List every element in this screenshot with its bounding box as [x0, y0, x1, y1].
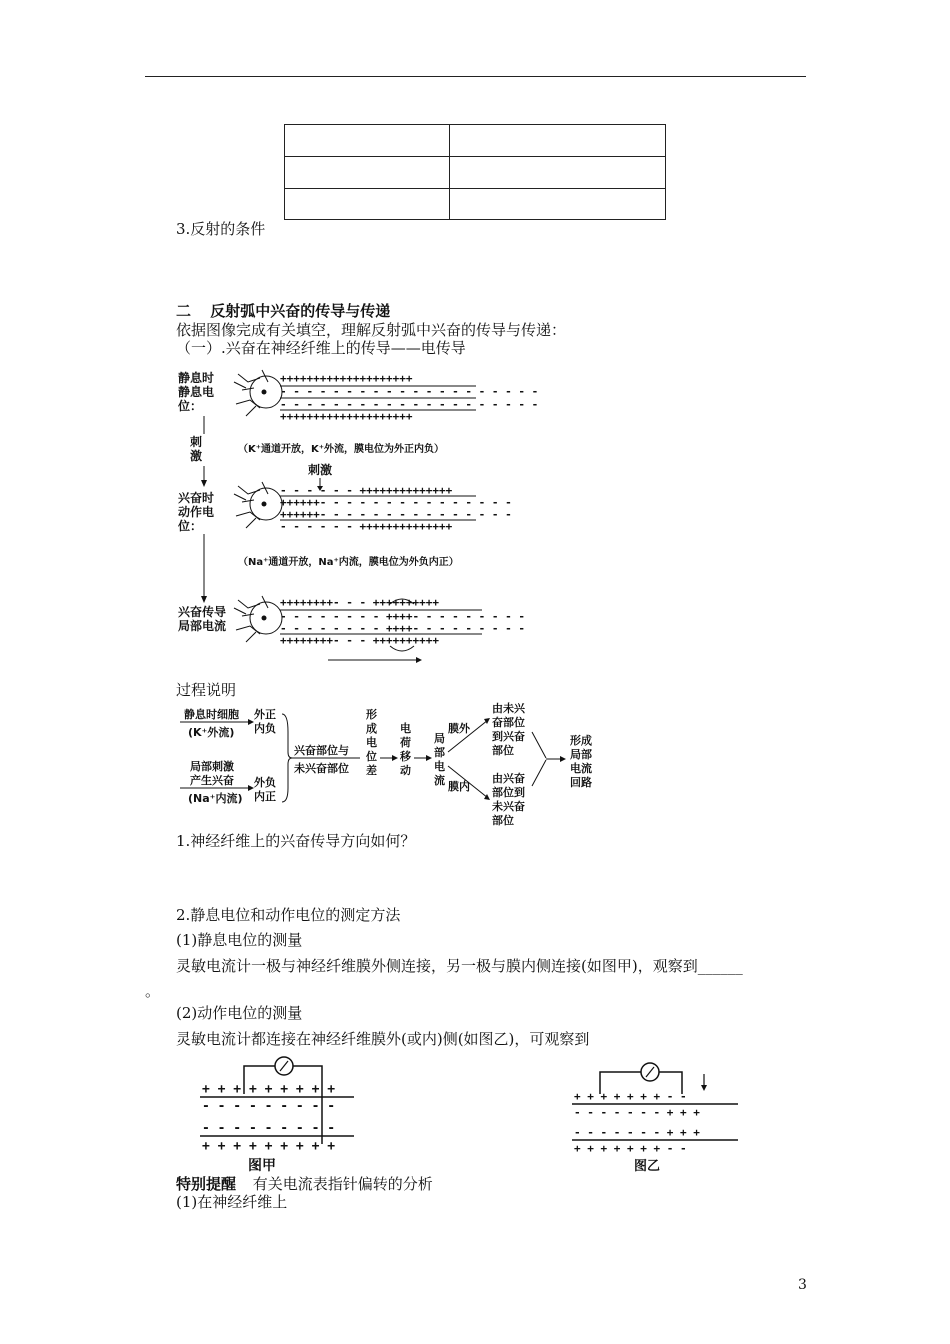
process-heading: 过程说明: [176, 681, 237, 699]
na-influx-label: (Na⁺内流): [188, 792, 243, 805]
charge-row: + + + + + + + - -: [574, 1142, 687, 1155]
figure-b: [566, 1054, 750, 1174]
charge-row: ++++++- - - - - - - - - - - - - - -: [280, 508, 512, 521]
reflex-condition-heading: 3.反射的条件: [176, 220, 266, 238]
section-title: [176, 302, 390, 320]
arrowhead-icon: [701, 1085, 707, 1091]
outside-positive-2: 内负: [254, 722, 276, 735]
neuron-excited: [234, 482, 512, 533]
local-current-3: 电: [434, 760, 445, 773]
table-cell: [285, 157, 450, 189]
charge-row: - - - - - - - - - - - - - - - - - - - -: [280, 398, 539, 411]
stimulus-arrow-label: 刺激: [308, 463, 333, 477]
table-row: [285, 157, 666, 189]
special-reminder: [176, 1175, 433, 1193]
table-row: [285, 125, 666, 157]
charge-row: - - - - - - - - - - - - - - - - - - - -: [280, 385, 539, 398]
charge-row: - - - - - - - - ++++- - - - - - - - -: [280, 622, 526, 635]
process-flow-diagram: [176, 702, 616, 826]
lower-path-4: 部位: [492, 814, 514, 827]
charge-row: - - - - - - - - ++++- - - - - - - - -: [280, 610, 526, 623]
resting-label-3: 位：: [178, 399, 203, 413]
upper-path-3: 到兴奋: [492, 730, 525, 743]
outside-positive-1: 外正: [254, 708, 276, 721]
outside-label: 膜外: [448, 722, 470, 735]
neuron-resting: [234, 370, 538, 423]
table-cell: [450, 125, 666, 157]
charge-row: + + + + + + + - -: [574, 1090, 687, 1103]
local-current-4: 流: [434, 774, 445, 787]
nucleus-icon: [262, 616, 267, 621]
neuron-local-current: [234, 596, 525, 651]
resting-label-1: 静息时: [178, 371, 215, 385]
arrowhead-icon: [201, 596, 207, 603]
figure-a: [196, 1052, 360, 1174]
produce-excite-label: 产生兴奋: [190, 774, 234, 787]
question-2-2-text: 灵敏电流计都连接在神经纤维膜外(或内)侧(如图乙)，可观察到: [176, 1030, 590, 1048]
charge-move-1: 电: [400, 722, 411, 735]
bracket: [282, 714, 292, 802]
result-2: 局部: [570, 748, 592, 761]
charge-row: - - - - - - ++++++++++++++: [280, 520, 453, 533]
site-compare-2: 未兴奋部位: [294, 762, 349, 775]
form-diff-2: 成: [366, 722, 377, 735]
question-1: 1.神经纤维上的兴奋传导方向如何？: [176, 832, 416, 850]
arrowhead-icon: [560, 756, 566, 762]
table-cell: [450, 157, 666, 189]
reminder-label: 特别提醒: [176, 1175, 237, 1193]
excited-label-3: 位：: [178, 519, 203, 533]
rest-cell-label: 静息时细胞: [184, 708, 239, 721]
figure-a-caption: 图甲: [248, 1158, 276, 1174]
excited-label-2: 动作电: [178, 505, 215, 519]
charge-row: + + + + + + + + +: [202, 1082, 336, 1097]
arrowhead-icon: [392, 755, 398, 761]
charge-row: - - - - - - - - -: [202, 1121, 336, 1136]
charge-move-2: 荷: [400, 736, 411, 749]
nucleus-icon: [262, 390, 267, 395]
table-cell: [450, 189, 666, 220]
charge-row: - - - - - - - + + +: [574, 1126, 700, 1139]
excited-note: （Na⁺通道开放，Na⁺内流，膜电位为外负内正）: [238, 557, 459, 568]
nucleus-icon: [262, 502, 267, 507]
reminder-item-1: (1)在神经纤维上: [176, 1193, 288, 1211]
charge-row: ++++++++++++++++++++: [280, 372, 413, 385]
charge-row: ++++++++- - - ++++++++++: [280, 596, 439, 609]
question-2-1: (1)静息电位的测量: [176, 931, 303, 949]
charge-row: - - - - - - ++++++++++++++: [280, 484, 453, 497]
outside-negative-1: 外负: [254, 776, 276, 789]
lower-path-1: 由兴奋: [492, 772, 525, 785]
inside-label: 膜内: [448, 780, 470, 793]
question-2-1-text: 灵敏电流计一极与神经纤维膜外侧连接，另一极与膜内侧连接(如图甲)，观察到______: [176, 957, 743, 975]
charge-row: - - - - - - - + + +: [574, 1106, 700, 1119]
figure-b-caption: 图乙: [634, 1159, 661, 1174]
neuron-conduction-diagram: [176, 360, 539, 670]
arrowhead-icon: [416, 657, 422, 663]
charge-row: ++++++++++++++++++++: [280, 410, 413, 423]
charge-move-3: 移: [400, 750, 411, 763]
form-diff-3: 电: [366, 736, 377, 749]
table-row: [285, 189, 666, 220]
resting-note: （K⁺通道开放，K⁺外流，膜电位为外正内负）: [238, 444, 445, 455]
question-2-2: (2)动作电位的测量: [176, 1004, 303, 1022]
charge-row: - - - - - - - - -: [202, 1099, 336, 1114]
local-current-1: 局: [434, 732, 445, 745]
arrowhead-icon: [426, 755, 432, 761]
section-intro: 依据图像完成有关填空，理解反射弧中兴奋的传导与传递：: [176, 321, 567, 339]
charge-row: + + + + + + + + +: [202, 1139, 336, 1154]
header-rule: [145, 76, 806, 77]
form-diff-5: 差: [366, 764, 377, 777]
charge-row: ++++++++- - - ++++++++++: [280, 634, 439, 647]
result-1: 形成: [570, 734, 592, 747]
stimulus-label-2: 激: [190, 449, 203, 463]
lower-path-3: 未兴奋: [492, 800, 525, 813]
excited-label-1: 兴奋时: [178, 491, 215, 505]
table-cell: [285, 125, 450, 157]
reminder-text: 有关电流表指针偏转的分析: [252, 1175, 433, 1193]
charge-move-4: 动: [400, 764, 411, 777]
section-number: 二: [176, 302, 192, 320]
section-title-text: 反射弧中兴奋的传导与传递: [210, 302, 391, 320]
stimulus-label-1: 刺: [190, 435, 203, 449]
subsection-heading: （一）.兴奋在神经纤维上的传导——电传导: [176, 339, 466, 357]
table-cell: [285, 189, 450, 220]
outside-negative-2: 内正: [254, 790, 276, 803]
conduct-label-1: 兴奋传导: [178, 605, 227, 619]
result-4: 回路: [570, 776, 592, 789]
k-efflux-label: (K⁺外流): [188, 726, 235, 739]
local-stim-label: 局部刺激: [190, 760, 234, 773]
upper-path-1: 由未兴: [492, 702, 525, 715]
question-2: 2.静息电位和动作电位的测定方法: [176, 906, 401, 924]
form-diff-4: 位: [366, 750, 377, 763]
lower-path-2: 部位到: [492, 786, 525, 799]
site-compare-1: 兴奋部位与: [294, 744, 349, 757]
result-3: 电流: [570, 762, 592, 775]
conduct-label-2: 局部电流: [178, 619, 227, 633]
question-2-1-end: 。: [145, 982, 161, 1000]
upper-path-2: 奋部位: [492, 716, 525, 729]
arrowhead-icon: [201, 480, 207, 487]
local-current-2: 部: [434, 746, 445, 759]
page-number: 3: [798, 1277, 807, 1293]
empty-table: [284, 124, 666, 220]
charge-row: ++++++- - - - - - - - - - - - - - -: [280, 496, 512, 509]
resting-label-2: 静息电: [178, 385, 215, 399]
form-diff-1: 形: [366, 708, 377, 721]
upper-path-4: 部位: [492, 744, 514, 757]
